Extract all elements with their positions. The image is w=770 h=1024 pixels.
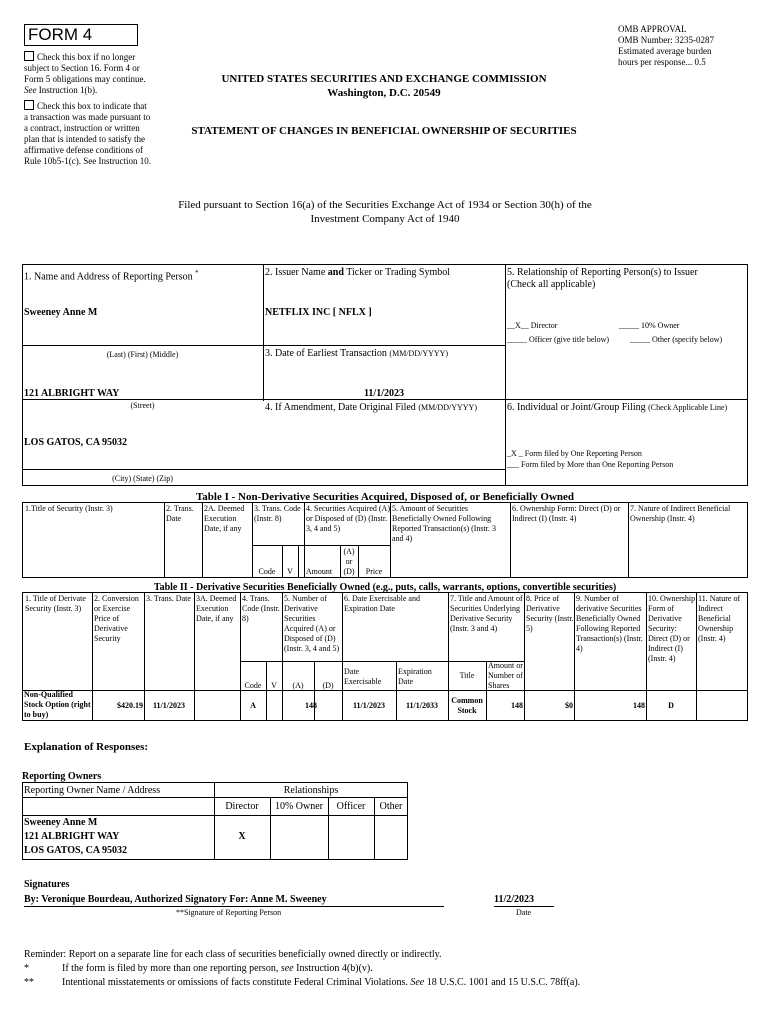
t1-h1: 1.Title of Security (Instr. 3)	[25, 504, 113, 513]
box2-label-post: Ticker or Trading Symbol	[346, 267, 451, 278]
t2-row-shares: 148	[511, 701, 523, 710]
filing-one-person: _X _ Form filed by One Reporting Person	[507, 449, 642, 458]
omb-line-4: hours per response... 0.5	[618, 57, 706, 67]
t1-h2a: 2A. Deemed Execution Date, if any	[204, 504, 245, 533]
t2-h6: 6. Date Exercisable and Expiration Date	[344, 594, 420, 613]
signature-caption: **Signature of Reporting Person	[176, 908, 282, 917]
box1-label	[24, 267, 262, 283]
footnote-star-2: **	[24, 977, 34, 988]
agency-city: Washington, D.C. 20549	[327, 87, 441, 99]
t2-h10: 10. Ownership Form of Derivative Security: Direct (D) or Indirect (I) (Instr. 4)	[648, 594, 696, 663]
t2-row-code: A	[250, 701, 256, 710]
rule-10b5-checkbox[interactable]	[24, 100, 34, 110]
t1-h6: 6. Ownership Form: Direct (D) or Indirect (I) (Instr. 4)	[512, 504, 621, 523]
t2-sub-expiration: Expiration Date	[398, 667, 432, 686]
footnote-2-see: See	[410, 977, 425, 988]
reporting-person-name: Sweeney Anne M	[24, 307, 98, 318]
footnote-1-pre: If the form is filed by more than one reporting person,	[62, 963, 279, 974]
relationship-director: __X__ Director	[507, 321, 558, 330]
t2-row-acquired: 148	[305, 701, 317, 710]
t1-sub-a-or-d: (A) or (D)	[343, 547, 355, 576]
street-caption: (Street)	[130, 401, 155, 410]
t2-sub-a: (A)	[292, 681, 304, 690]
t2-h11: 11. Nature of Indirect Beneficial Ownership (Instr. 4)	[698, 594, 741, 643]
owners-col-relationships: Relationships	[283, 785, 339, 796]
relationship-officer: _____ Officer (give title below)	[507, 335, 610, 344]
relationship-other: _____ Other (specify below)	[630, 335, 723, 344]
reporting-person-city: LOS GATOS, CA 95032	[24, 437, 127, 448]
t1-sub-price: Price	[365, 567, 383, 576]
t2-row-exercisable: 11/1/2023	[352, 701, 385, 710]
t2-h5: 5. Number of Derivative Securities Acquired (A) or Disposed of (D) (Instr. 3, 4 and 5)	[284, 594, 340, 653]
owners-col-director: Director	[225, 801, 259, 812]
footnote-1-see: see	[280, 963, 294, 974]
t2-row-expiration: 11/1/2033	[405, 701, 438, 710]
owners-col-other: Other	[379, 801, 403, 812]
footnote-1-post: Instruction 4(b)(v).	[296, 963, 373, 974]
reporting-owners-heading: Reporting Owners	[22, 771, 102, 782]
t2-h3a: 3A. Deemed Execution Date, if any	[196, 594, 237, 623]
t1-h3: 3. Trans. Code (Instr. 8)	[254, 504, 301, 523]
omb-line-2: OMB Number: 3235-0287	[618, 35, 714, 45]
t2-sub-amount: Amount or Number of Shares	[488, 661, 523, 690]
t2-row-price: $420.19	[117, 701, 143, 710]
city-caption: (City) (State) (Zip)	[112, 474, 173, 483]
t1-h2: 2. Trans. Date	[166, 504, 194, 523]
t1-h5: 5. Amount of Securities Beneficially Owned Following Reported Transaction(s) (Instr. 3 and 4)	[392, 504, 496, 543]
t2-h1: 1. Title of Derivate Security (Instr. 3)	[25, 594, 86, 613]
box3-label-text: 3. Date of Earliest Transaction	[265, 348, 387, 359]
box6-label-text: 6. Individual or Joint/Group Filing	[507, 402, 646, 413]
no-longer-subject-checkbox-text	[24, 51, 152, 96]
owner-director-mark: X	[238, 831, 246, 842]
t1-h7: 7. Nature of Indirect Beneficial Ownership (Instr. 4)	[630, 504, 731, 523]
box5-label	[507, 267, 747, 291]
t2-h4: 4. Trans. Code (Instr. 8)	[242, 594, 280, 623]
owner-address	[24, 817, 212, 857]
box4-label	[265, 402, 505, 414]
box2-label	[265, 267, 503, 279]
owner-name: Sweeney Anne M	[24, 817, 98, 828]
box3-label-format: (MM/DD/YYYY)	[389, 349, 449, 358]
rule-10b5-checkbox-text	[24, 100, 152, 167]
footnote-2	[62, 977, 580, 989]
relationship-ten-percent: _____ 10% Owner	[619, 321, 680, 330]
box5-label-sub: (Check all applicable)	[507, 279, 596, 290]
signature-date-caption: Date	[516, 908, 532, 917]
owners-col-officer: Officer	[336, 801, 366, 812]
owner-city: LOS GATOS, CA 95032	[24, 845, 127, 856]
t1-sub-code: Code	[258, 567, 276, 576]
t1-sub-amount: Amount	[305, 567, 333, 576]
t2-h3: 3. Trans. Date	[146, 594, 191, 603]
footnote-star-1: *	[24, 963, 29, 974]
t2-sub-title: Title	[459, 671, 475, 680]
box6-label	[507, 402, 747, 414]
box2-label-and: and	[327, 267, 344, 278]
reporting-person-street: 121 ALBRIGHT WAY	[24, 388, 120, 399]
t2-h2: 2. Conversion or Exercise Price of Derivative Security	[94, 594, 139, 643]
filed-pursuant-line1: Filed pursuant to Section 16(a) of the Securities Exchange Act of 1934 or Section 30(h) of the	[178, 199, 592, 211]
t2-sub-exercisable: Date Exercisable	[344, 667, 382, 686]
owner-street: 121 ALBRIGHT WAY	[24, 831, 120, 842]
check2-text: Check this box to indicate that a transaction was made pursuant to a contract, instruction or written plan that is intended to satisfy the affirmative defense conditions of Rule 10b5-1(c). See Instruction 10.	[24, 101, 151, 166]
name-caption: (Last) (First) (Middle)	[106, 350, 179, 359]
t2-h7: 7. Title and Amount of Securities Underlying Derivative Security (Instr. 3 and 4)	[450, 594, 523, 633]
omb-line-3: Estimated average burden	[618, 46, 712, 56]
t2-h9: 9. Number of derivative Securities Beneficially Owned Following Reported Transaction(s) (Instr. 4)	[576, 594, 643, 653]
box4-label-format: (MM/DD/YYYY)	[418, 403, 477, 412]
t2-row-security-title: Common Stock	[451, 696, 483, 715]
owners-col-name: Reporting Owner Name / Address	[24, 785, 161, 796]
footnote-1	[62, 963, 373, 975]
explanation-heading: Explanation of Responses:	[24, 741, 149, 753]
box3-label	[265, 348, 505, 360]
signatures-heading: Signatures	[24, 879, 70, 890]
no-longer-subject-checkbox[interactable]	[24, 51, 34, 61]
omb-line-1: OMB APPROVAL	[618, 24, 687, 34]
table1-title: Table I - Non-Derivative Securities Acquired, Disposed of, or Beneficially Owned	[195, 491, 575, 503]
check1-text: Check this box if no longer subject to Section 16. Form 4 or Form 5 obligations may continue.	[24, 52, 146, 84]
t2-row-title: Non-Qualified Stock Option (right to buy)	[24, 690, 91, 719]
form-title: FORM 4	[24, 24, 138, 46]
footnote-2-post: 18 U.S.C. 1001 and 15 U.S.C. 78ff(a).	[426, 977, 581, 988]
box5-label-text: 5. Relationship of Reporting Person(s) to Issuer	[507, 267, 698, 278]
owners-col-ten-percent: 10% Owner	[274, 801, 324, 812]
box6-label-small: (Check Applicable Line)	[648, 403, 728, 412]
footnote-2-pre: Intentional misstatements or omissions of facts constitute Federal Criminal Violations.	[62, 977, 408, 988]
omb-approval	[618, 24, 758, 68]
signature-by: By: Veronique Bourdeau, Authorized Signatory For: Anne M. Sweeney	[24, 894, 327, 905]
t2-sub-v: V	[271, 681, 277, 690]
t1-sub-v: V	[287, 567, 293, 576]
check1-see: See	[24, 85, 37, 95]
t2-row-deriv-price: $0	[565, 701, 573, 710]
statement-title: STATEMENT OF CHANGES IN BENEFICIAL OWNERSHIP OF SECURITIES	[191, 125, 577, 137]
box2-label-pre: 2. Issuer Name	[265, 267, 326, 278]
reminder: Reminder: Report on a separate line for each class of securities beneficially owned directly or indirectly.	[24, 949, 442, 960]
t1-h4: 4. Securities Acquired (A) or Disposed of (D) (Instr. 3, 4 and 5)	[306, 504, 390, 533]
t2-row-owned: 148	[633, 701, 645, 710]
box1-label-text: 1. Name and Address of Reporting Person	[24, 271, 193, 283]
box4-label-text: 4. If Amendment, Date Original Filed	[265, 402, 416, 413]
signature-date: 11/2/2023	[494, 894, 535, 905]
issuer-name: NETFLIX INC [ NFLX ]	[265, 307, 372, 318]
t2-row-date: 11/1/2023	[152, 701, 185, 710]
earliest-transaction-date: 11/1/2023	[363, 388, 404, 399]
agency-name: UNITED STATES SECURITIES AND EXCHANGE COMMISSION	[221, 73, 547, 85]
box1-star: *	[195, 269, 199, 277]
filing-multiple-persons: ___ Form filed by More than One Reporting Person	[507, 460, 674, 469]
filed-pursuant-line2: Investment Company Act of 1940	[310, 213, 460, 225]
t2-sub-code: Code	[244, 681, 262, 690]
t2-row-form: D	[668, 701, 674, 710]
check1-instr: Instruction 1(b).	[38, 85, 98, 95]
t2-sub-d: (D)	[322, 681, 334, 690]
t2-h8: 8. Price of Derivative Security (Instr. 5)	[526, 594, 574, 633]
table2-title: Table II - Derivative Securities Beneficially Owned (e.g., puts, calls, warrants, options, convertible securities)	[153, 582, 617, 593]
